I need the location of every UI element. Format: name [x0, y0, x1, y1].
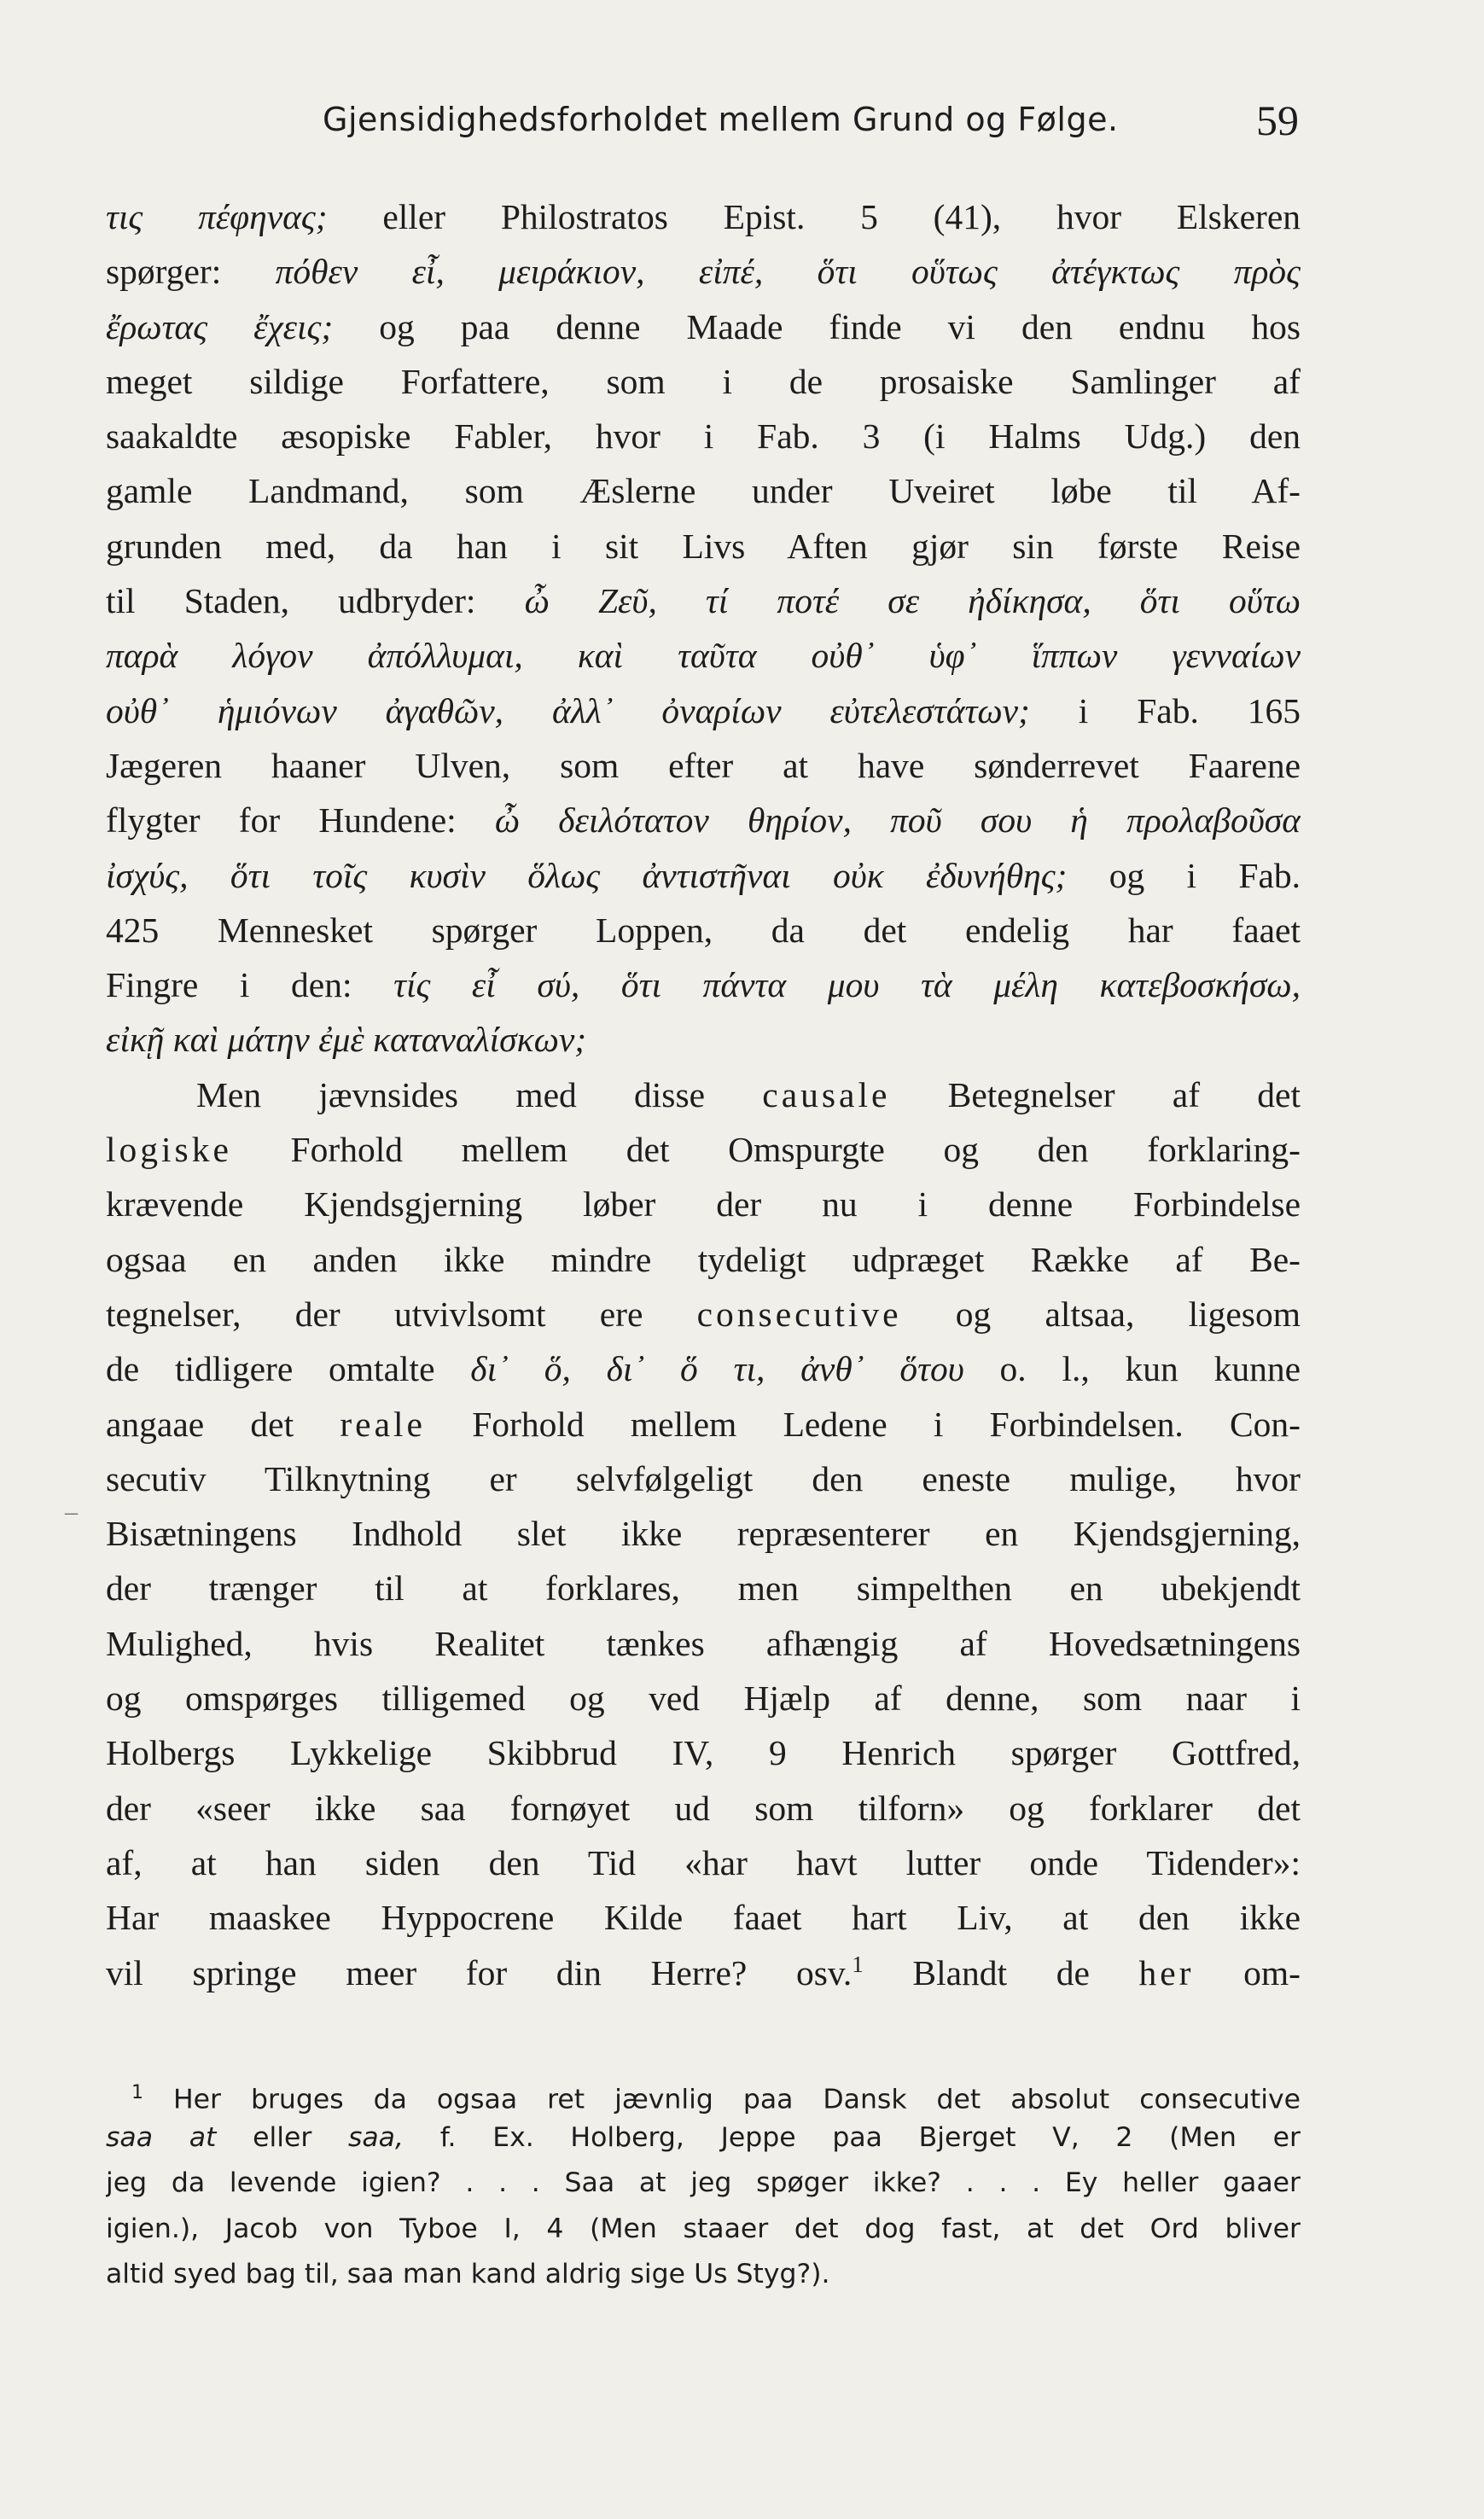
- text-line: [106, 1068, 1301, 1122]
- greek-quote: πόθεν εἶ, μειράκιον, εἰπέ, ὅτι οὕτως ἀτέγκτως πρὸς: [275, 252, 1301, 292]
- greek-quote: οὐθ᾽ ἡμιόνων ἀγαθῶν, ἀλλ᾽ ὀναρίων εὐτελεστάτων;: [106, 690, 1030, 730]
- greek-quote: τις πέφηνας;: [106, 197, 328, 236]
- text-line: ogsaa en anden ikke mindre tydeligt udpræget Række af Be-: [106, 1239, 1301, 1279]
- footnote-line: igien.), Jacob von Tyboe I, 4 (Men staaer det dog fast, at det Ord bliver: [106, 2213, 1301, 2244]
- emphasis-spaced: consecutive: [696, 1294, 902, 1334]
- footnote-line: altid syed bag til, saa man kand aldrig sige Us Styg?).: [106, 2258, 830, 2289]
- page-number: 59: [1256, 96, 1299, 144]
- text-run: Betegnelser af det: [890, 1074, 1301, 1114]
- footnote-marker[interactable]: 1: [852, 1951, 864, 1977]
- text-line: krævende Kjendsgjerning løber der nu i denne Forbindelse: [106, 1184, 1301, 1225]
- footnote-emphasis: saa at: [106, 2122, 217, 2154]
- text-line: Jægeren haaner Ulven, som efter at have sønderrevet Faarene: [106, 745, 1301, 785]
- footnote-text: f. Ex. Holberg, Jeppe paa Bjerget V, 2 (Men er: [404, 2122, 1301, 2154]
- text-line: og omspørges tilligemed og ved Hjælp af denne, som naar i: [106, 1678, 1301, 1719]
- text-line: [106, 793, 1301, 847]
- emphasis-spaced: her: [1138, 1952, 1195, 1993]
- text-run: Men jævnsides med disse: [196, 1074, 763, 1114]
- text-line: [106, 1287, 1301, 1341]
- text-line: [106, 189, 1301, 244]
- text-run: o. l., kun kunne: [963, 1349, 1301, 1389]
- text-run: og paa denne Maade finde vi den endnu hos: [333, 306, 1301, 346]
- text-run: tegnelser, der utvivlsomt ere: [106, 1294, 697, 1334]
- text-line: [106, 244, 1301, 299]
- footnote-line: [106, 2070, 1301, 2115]
- text-line: gamle Landmand, som Æslerne under Uveiret løbe til Af-: [106, 471, 1301, 511]
- page-header: [0, 96, 1484, 152]
- greek-quote: δι᾽ ὅ, δι᾽ ὅ τι, ἀνθ᾽ ὅτου: [470, 1349, 964, 1389]
- text-line: der «seer ikke saa fornøyet ud som tilforn» og forklarer det: [106, 1788, 1301, 1828]
- footnote-line: jeg da levende igien? . . . Saa at jeg spøger ikke? . . . Ey heller gaaer: [106, 2167, 1301, 2199]
- text-line: Holbergs Lykkelige Skibbrud IV, 9 Henrich spørger Gottfred,: [106, 1733, 1301, 1773]
- text-run: de tidligere omtalte: [106, 1349, 471, 1389]
- emphasis-spaced: reale: [340, 1404, 426, 1444]
- text-line: der trænger til at forklares, men simpelthen en ubekjendt: [106, 1568, 1301, 1609]
- footnote-text: eller: [216, 2122, 348, 2154]
- text-line: [106, 1341, 1301, 1396]
- text-line: [106, 957, 1301, 1012]
- footnote-text: Her bruges da ogsaa ret jævnlig paa Dansk det absolut consecutive: [172, 2084, 1301, 2115]
- greek-quote: ἰσχύς, ὅτι τοῖς κυσὶν ὅλως ἀντιστῆναι οὐκ ἐδυνήθης;: [106, 855, 1068, 895]
- text-run: til Staden, udbryder:: [106, 581, 525, 621]
- text-run: angaae det: [106, 1404, 340, 1444]
- footnote-number: 1: [131, 2082, 143, 2103]
- text-line: saakaldte æsopiske Fabler, hvor i Fab. 3 (i Halms Udg.) den: [106, 416, 1301, 457]
- running-head: Gjensidighedsforholdet mellem Grund og Følge.: [323, 101, 1119, 138]
- text-line: [106, 1946, 1301, 2000]
- footnote-line: [106, 2115, 1301, 2161]
- text-run: Blandt de: [863, 1952, 1139, 1993]
- text-line: [106, 573, 1301, 628]
- footnote-emphasis: saa,: [347, 2122, 404, 2154]
- text-run: og i Fab.: [1067, 855, 1301, 895]
- greek-quote: ὦ δειλότατον θηρίον, ποῦ σου ἡ προλαβοῦσα: [494, 800, 1301, 841]
- text-run: i Fab. 165: [1029, 690, 1301, 730]
- greek-quote: τίς εἶ σύ, ὅτι πάντα μου τὰ μέλη κατεβοσκήσω,: [393, 965, 1301, 1005]
- text-run: Forhold mellem det Omspurgte og den forklaring-: [231, 1130, 1301, 1170]
- emphasis-spaced: causale: [762, 1074, 891, 1114]
- greek-line: εἰκῇ καὶ μάτην ἐμὲ καταναλίσκων;: [106, 1020, 587, 1060]
- text-line: [106, 1397, 1301, 1451]
- text-line: Har maaskee Hyppocrene Kilde faaet hart Liv, at den ikke: [106, 1898, 1301, 1938]
- text-line: 425 Mennesket spørger Loppen, da det endelig har faaet: [106, 910, 1301, 950]
- text-run: vil springe meer for din Herre? osv.: [106, 1952, 853, 1993]
- greek-quote: ὦ Ζεῦ, τί ποτέ σε ἠδίκησα, ὅτι οὕτω: [524, 581, 1301, 621]
- text-line: Mulighed, hvis Realitet tænkes afhængig af Hovedsætningens: [106, 1623, 1301, 1663]
- margin-mark: _: [65, 1489, 78, 1517]
- text-line: secutiv Tilknytning er selvfølgeligt den eneste mulige, hvor: [106, 1458, 1301, 1498]
- text-line: [106, 300, 1301, 354]
- text-run: eller Philostratos Epist. 5 (41), hvor Elskeren: [327, 197, 1301, 236]
- text-line: [106, 848, 1301, 903]
- text-run: spørger:: [106, 252, 276, 292]
- text-line: [106, 684, 1301, 738]
- footnotes: [106, 2070, 1301, 2297]
- text-run: flygter for Hundene:: [106, 800, 495, 841]
- text-line: grunden med, da han i sit Livs Aften gjør sin første Reise: [106, 526, 1301, 566]
- text-run: og altsaa, ligesom: [901, 1294, 1301, 1334]
- greek-line: παρὰ λόγον ἀπόλλυμαι, καὶ ταῦτα οὐθ᾽ ὑφ᾽ ἵππων γενναίων: [106, 636, 1301, 676]
- text-run: Fingre i den:: [106, 965, 394, 1005]
- text-run: Forhold mellem Ledene i Forbindelsen. Con-: [425, 1404, 1301, 1444]
- text-line: af, at han siden den Tid «har havt lutter onde Tidender»:: [106, 1842, 1301, 1882]
- text-run: om-: [1194, 1952, 1301, 1993]
- text-line: [106, 1122, 1301, 1177]
- text-line: meget sildige Forfattere, som i de prosaiske Samlinger af: [106, 361, 1301, 401]
- body-text: [106, 189, 1301, 2000]
- emphasis-spaced: logiske: [106, 1130, 232, 1170]
- greek-quote: ἔρωτας ἔχεις;: [106, 306, 334, 346]
- text-line: Bisætningens Indhold slet ikke repræsenterer en Kjendsgjerning,: [106, 1514, 1301, 1554]
